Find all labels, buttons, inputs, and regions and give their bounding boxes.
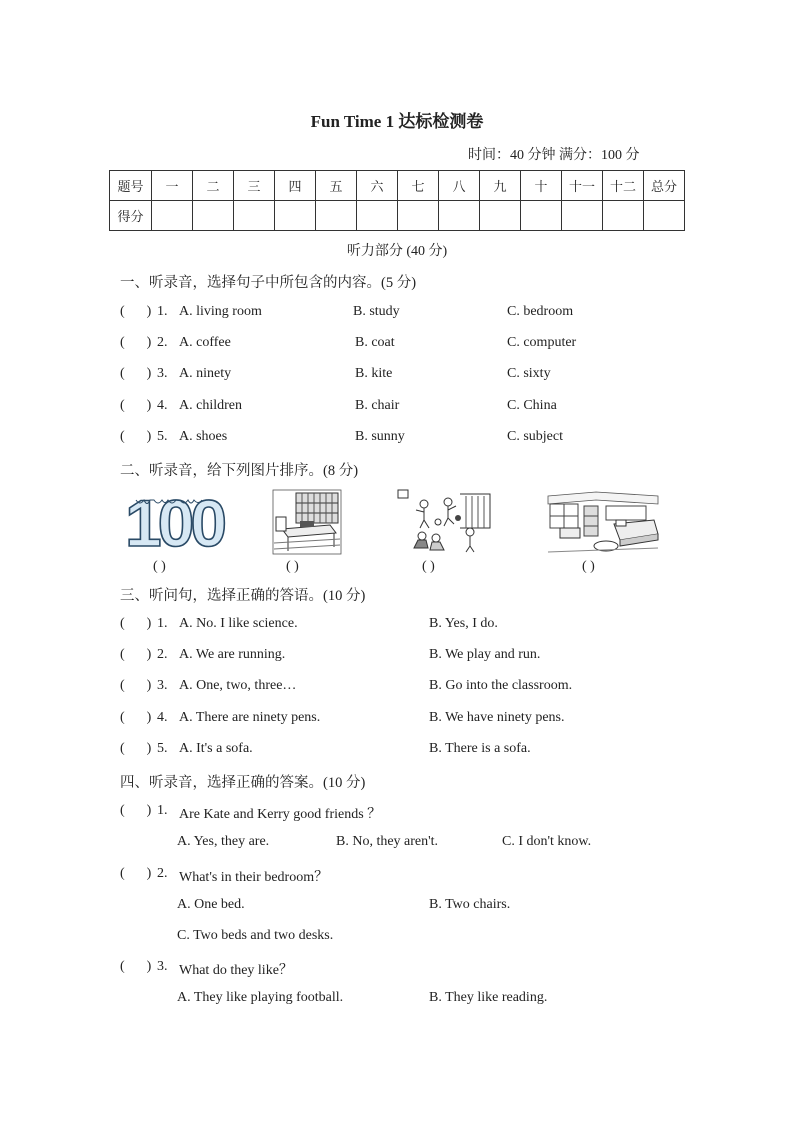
option-a: A. It's a sofa. [179, 741, 253, 756]
children-playing-picture [394, 488, 494, 554]
section-1-title: 一、听录音，选择句子中所包含的内容。(5 分) [120, 275, 417, 291]
table-cell: 三 [234, 171, 275, 201]
option-b: B. chair [355, 398, 400, 413]
part-title: 听力部分 (40 分) [346, 244, 448, 259]
option-c: C. Two beds and two desks. [177, 928, 334, 943]
exam-meta: 时间：40 分钟 满分：100 分 [468, 148, 640, 163]
option-c: C. computer [507, 335, 577, 350]
score-input-cell[interactable] [562, 201, 603, 231]
picture-answer-blank[interactable]: ( ) [422, 559, 435, 574]
option-b: B. No, they aren't. [336, 834, 439, 849]
score-input-cell[interactable] [521, 201, 562, 231]
question-number: 3. [157, 366, 168, 381]
answer-blank[interactable]: ( ) [120, 304, 152, 319]
table-cell: 题号 [110, 171, 152, 201]
table-cell: 四 [275, 171, 316, 201]
option-c: C. sixty [507, 366, 551, 381]
option-b: B. kite [355, 366, 393, 381]
option-b: B. We play and run. [429, 647, 541, 662]
question-number: 4. [157, 398, 168, 413]
score-input-cell[interactable] [357, 201, 398, 231]
question-number: 1. [157, 304, 168, 319]
answer-blank[interactable]: ( ) [120, 803, 152, 818]
question-text: What do they like？ [179, 963, 293, 978]
option-a: A. ninety [179, 366, 232, 381]
bedroom-picture [546, 490, 660, 556]
score-input-cell[interactable] [398, 201, 439, 231]
section-4-title: 四、听录音，选择正确的答案。(10 分) [120, 775, 366, 791]
option-b: B. We have ninety pens. [429, 710, 565, 725]
score-input-cell[interactable] [234, 201, 275, 231]
answer-blank[interactable]: ( ) [120, 429, 152, 444]
question-number: 1. [157, 803, 168, 818]
option-c: C. China [507, 398, 557, 413]
table-cell: 十一 [562, 171, 603, 201]
table-cell: 一 [152, 171, 193, 201]
question-number: 2. [157, 866, 168, 881]
question-number: 3. [157, 678, 168, 693]
answer-blank[interactable]: ( ) [120, 959, 152, 974]
picture-answer-blank[interactable]: ( ) [286, 559, 299, 574]
section-3-title: 三、听问句，选择正确的答语。(10 分) [120, 588, 366, 604]
question-number: 1. [157, 616, 168, 631]
table-cell: 十 [521, 171, 562, 201]
number-100-text: 100 [124, 486, 224, 560]
table-cell: 二 [193, 171, 234, 201]
option-b: B. Go into the classroom. [429, 678, 573, 693]
option-a: A. shoes [179, 429, 228, 444]
table-cell: 八 [439, 171, 480, 201]
option-c: C. bedroom [507, 304, 574, 319]
score-table [109, 170, 685, 231]
option-a: A. We are running. [179, 647, 286, 662]
score-input-cell[interactable] [152, 201, 193, 231]
option-b: B. coat [355, 335, 395, 350]
picture-answer-blank[interactable]: ( ) [153, 559, 166, 574]
option-b: B. study [353, 304, 400, 319]
option-a: A. No. I like science. [179, 616, 298, 631]
option-b: B. There is a sofa. [429, 741, 531, 756]
score-input-cell[interactable] [316, 201, 357, 231]
question-number: 4. [157, 710, 168, 725]
question-text: Are Kate and Kerry good friends ？ [179, 807, 382, 822]
question-text: What's in their bedroom？ [179, 870, 329, 885]
answer-blank[interactable]: ( ) [120, 366, 152, 381]
question-number: 2. [157, 335, 168, 350]
table-cell: 十二 [603, 171, 644, 201]
answer-blank[interactable]: ( ) [120, 398, 152, 413]
option-a: A. Yes, they are. [177, 834, 270, 849]
score-input-cell[interactable] [193, 201, 234, 231]
option-a: A. children [179, 398, 242, 413]
answer-blank[interactable]: ( ) [120, 741, 152, 756]
option-a: A. One, two, three… [179, 678, 297, 693]
option-a: A. coffee [179, 335, 231, 350]
answer-blank[interactable]: ( ) [120, 866, 152, 881]
option-c: C. I don't know. [502, 834, 592, 849]
score-input-cell[interactable] [275, 201, 316, 231]
option-b: B. Two chairs. [429, 897, 511, 912]
answer-blank[interactable]: ( ) [120, 647, 152, 662]
table-cell: 七 [398, 171, 439, 201]
option-a: A. There are ninety pens. [179, 710, 321, 725]
table-cell: 得分 [110, 201, 152, 231]
option-a: A. They like playing football. [177, 990, 344, 1005]
option-b: B. They like reading. [429, 990, 548, 1005]
study-room-picture [272, 489, 342, 555]
score-table-score-row [110, 201, 685, 231]
score-input-cell[interactable] [439, 201, 480, 231]
table-cell: 六 [357, 171, 398, 201]
question-number: 2. [157, 647, 168, 662]
score-input-cell[interactable] [644, 201, 685, 231]
option-c: C. subject [507, 429, 563, 444]
question-number: 3. [157, 959, 168, 974]
table-cell: 总分 [644, 171, 685, 201]
answer-blank[interactable]: ( ) [120, 678, 152, 693]
section-2-title: 二、听录音，给下列图片排序。(8 分) [120, 463, 359, 479]
table-cell: 五 [316, 171, 357, 201]
option-a: A. One bed. [177, 897, 245, 912]
page-title: Fun Time 1 达标检测卷 [310, 112, 484, 131]
option-a: A. living room [179, 304, 262, 319]
answer-blank[interactable]: ( ) [120, 616, 152, 631]
number-100-picture [124, 486, 224, 560]
score-input-cell[interactable] [603, 201, 644, 231]
option-b: B. Yes, I do. [429, 616, 498, 631]
option-b: B. sunny [355, 429, 405, 444]
answer-blank[interactable]: ( ) [120, 335, 152, 350]
table-cell: 九 [480, 171, 521, 201]
picture-answer-blank[interactable]: ( ) [582, 559, 595, 574]
answer-blank[interactable]: ( ) [120, 710, 152, 725]
score-table-header-row [110, 171, 685, 201]
question-number: 5. [157, 429, 168, 444]
question-number: 5. [157, 741, 168, 756]
score-input-cell[interactable] [480, 201, 521, 231]
